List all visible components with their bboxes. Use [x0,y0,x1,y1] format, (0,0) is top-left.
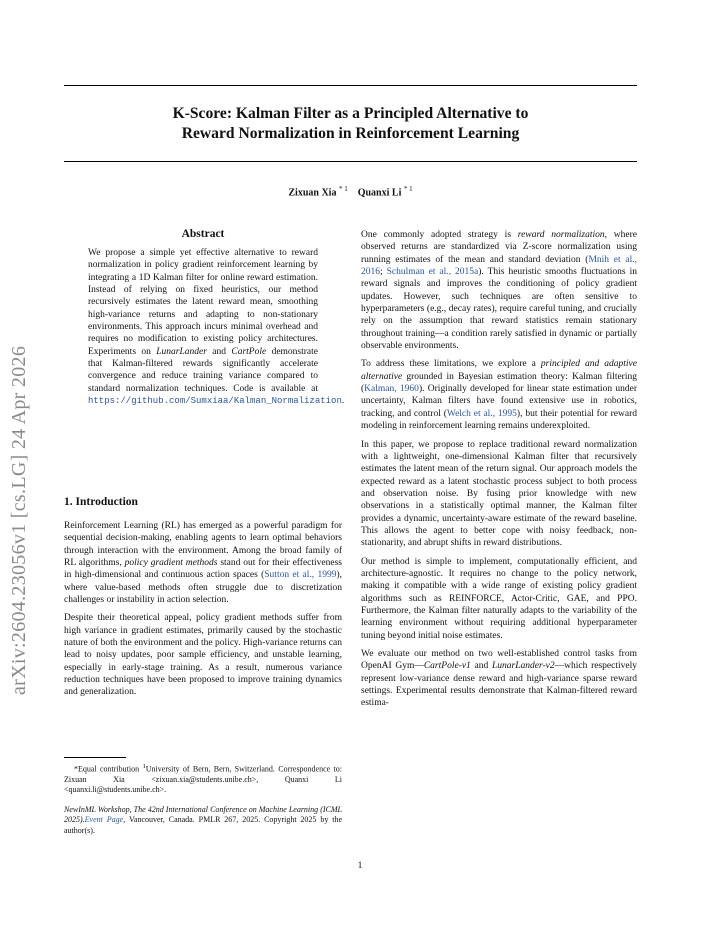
title-line-2: Reward Normalization in Reinforcement Learning [181,125,520,142]
citation-link[interactable]: Schulman et al., 2015a [386,267,479,278]
author-list [64,185,637,198]
page-number: 1 [357,861,363,871]
env-name: CartPole [231,346,267,357]
author-affil-mark: * 1 [338,185,348,193]
footnotes [64,762,342,846]
paper-title [64,104,637,144]
abstract-heading: Abstract [181,228,225,240]
author-affil-mark: * 1 [403,185,413,193]
intro-paragraph: Despite their theoretical appeal, policy gradient methods suffer from high variance in gradient estimates, primarily caused by the stochastic nature of both the environment and the policy. High-variance returns can lead to noisy updates, poor sample efficiency, and unstable learning, especially in early-stage training. As a result, numerous variance reduction techniques have been proposed to improve training dynamics and generalization. [64,613,342,698]
code-link[interactable]: https://github.com/Sumxiaa/Kalman_Normalization [88,396,342,407]
body-paragraph: One commonly adopted strategy is reward normalization, where observed returns are standardized via Z-score normalization using running estimates of the mean and standard deviation (Mnih et al., 2016; Schulman et al., 2015a). This heuristic smooths fluctuations in reward signals and improves the conditioning of policy gradient updates. However, such techniques are often sensitive to hyperparameters (e.g., decay rates), require careful tuning, and crucially rely on the assumption that reward statistics remain stationary throughout training—a condition rarely satisfied in dynamic or partially observable environments. [361,230,637,352]
intro-paragraph: Reinforcement Learning (RL) has emerged as a powerful paradigm for sequential decision-making, enabling agents to learn optimal behaviors through interaction with the environment. Among the broad family of RL algorithms, policy gradient methods stand out for their effectiveness in high-dimensional and continuous action spaces (Sutton et al., 1999), where value-based methods often struggle due to discretization challenges or instability in action selection. [64,521,343,606]
body-paragraph: To address these limitations, we explore a principled and adaptive alternative grounded in Bayesian estimation theory: Kalman filtering (Kalman, 1960). Originally developed for linear state estimation under uncertainty, Kalman filters have found extensive use in robotics, tracking, and control (Welch et al., 1995), but their potential for reward modeling in reinforcement learning remains underexploited. [361,359,638,432]
citation-link[interactable]: Mnih et al., 2016 [361,254,637,278]
footnote-rule [64,757,126,758]
title-line-1: K-Score: Kalman Filter as a Principled Alternative to [172,105,529,122]
title-bottom-rule [64,161,637,162]
author-name: Zixuan Xia [288,187,337,199]
arxiv-stamp: arXiv:2604.23056v1 [cs.LG] 24 Apr 2026 [8,345,30,695]
section-heading-introduction: 1. Introduction [64,496,138,508]
citation-link[interactable]: Kalman, 1960 [364,384,419,395]
footnote-venue: NewInML Workshop, The 42nd International Conference on Machine Learning (ICML 2025).Event Page, Vancouver, Canada. PMLR 267, 2025. Copyright 2025 by the author(s). [64,805,342,835]
citation-link[interactable]: Sutton et al., 1999 [264,570,337,581]
footnote-affiliation: *Equal contribution $^1$University of Bern, Bern, Switzerland. Correspondence to: Zixuan Xia <zixuan.xia@students.unibe.ch>, Quanxi Li <quanxi.li@students.unibe.ch>. [64,763,342,795]
top-rule [64,85,637,86]
right-column-body [361,229,637,716]
body-paragraph: We evaluate our method on two well-established control tasks from OpenAI Gym—CartPole-v1 and LunarLander-v2—which respectively represent low-variance dense reward and high-variance sparse reward settings. Experimental results demonstrate that Kalman-filtered reward estima- [361,649,637,709]
abstract-body: We propose a simple yet effective alternative to reward normalization in policy gradient reinforcement learning by integrating a 1D Kalman filter for online reward estimation. Instead of relying on fixed heuristics, our method recursively estimates the latent reward mean, smoothing high-variance returns and adapting to non-stationary environments. This approach incurs minimal overhead and requires no modification to existing policy architectures. Experiments on LunarLander and CartPole demonstrate that Kalman-filtered rewards significantly accelerate convergence and reduce training variance compared to standard normalization techniques. Code is available at https://github.com/Sumxiaa/Kalman_Normalization. [88,248,345,407]
author-name: Quanxi Li [357,187,402,199]
body-paragraph: Our method is simple to implement, computationally efficient, and architecture-agnostic. It requires no change to the policy network, making it compatible with a wide range of existing policy gradient algorithms such as REINFORCE, Actor-Critic, GAE, and PPO. Furthermore, the Kalman filter naturally adapts to the variability of the learning environment without requiring additional hyperparameter tuning beyond initial noise estimates. [361,556,637,641]
event-page-link[interactable]: Event Page [84,815,124,825]
left-column-body [64,520,342,705]
body-paragraph: In this paper, we propose to replace traditional reward normalization with a lightweight, one-dimensional Kalman filter that recursively estimates the latent mean of the return signal. Our approach models the expected reward as a latent stochastic process subject to both process and observation noise. By fusing prior knowledge with new observations in a statistically optimal manner, the Kalman filter provides a dynamic, uncertainty-aware estimate of the reward baseline. This allows the agent to better cope with noisy feedback, non-stationarity, and abrupt shifts in reward distributions. [361,439,637,549]
env-name: LunarLander [156,346,207,357]
citation-link[interactable]: Welch et al., 1995 [446,408,517,419]
